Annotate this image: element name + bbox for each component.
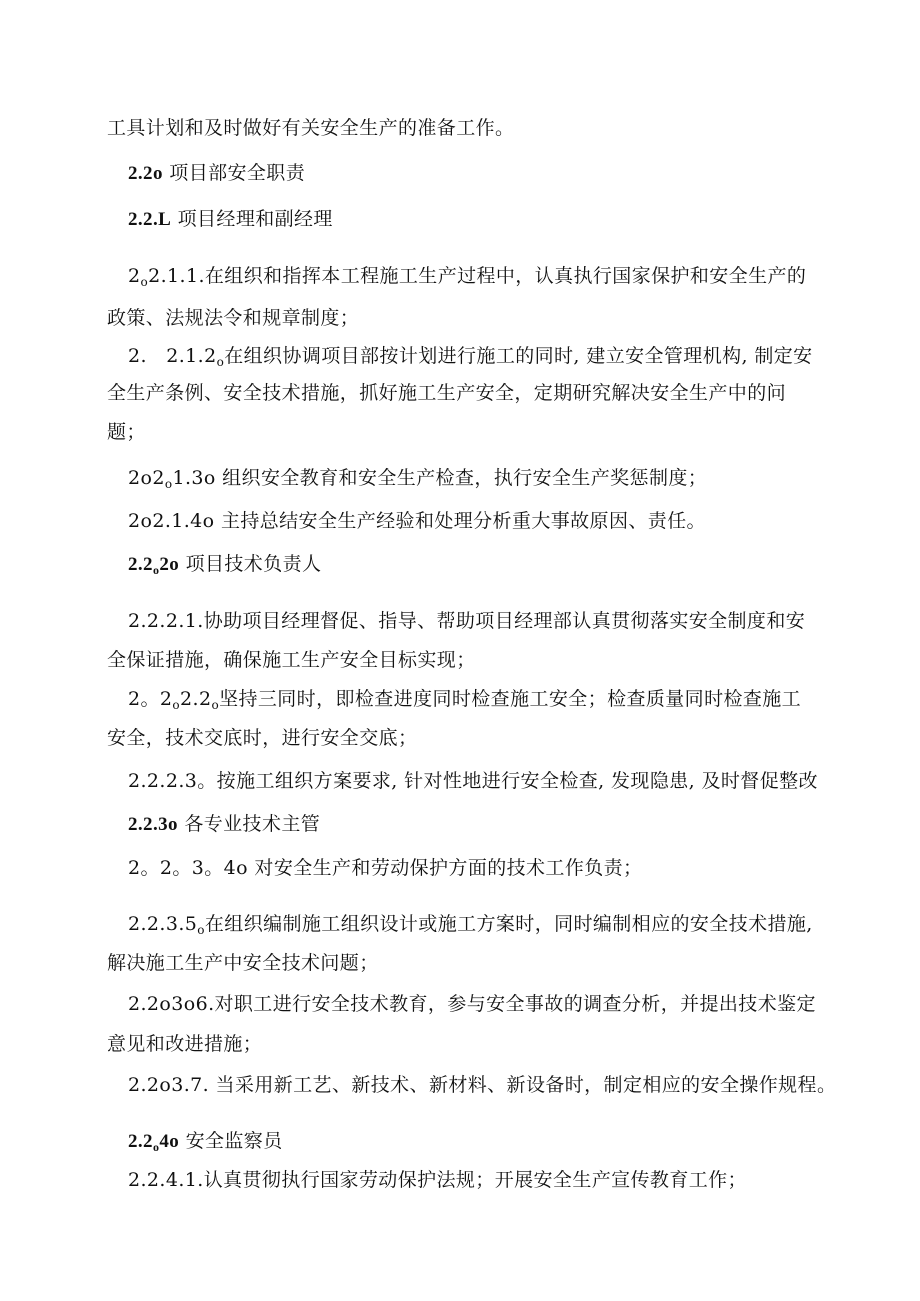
- paragraph-line: [107, 952, 379, 974]
- line-text: 解决施工生产中安全技术问题；: [107, 952, 379, 974]
- section-heading: [128, 162, 305, 185]
- paragraph-line: [107, 421, 146, 443]
- paragraph-line: [128, 510, 706, 532]
- line-text: 政策、法规法令和规章制度；: [107, 307, 360, 329]
- line-text: 2.2.2.1.协助项目经理督促、指导、帮助项目经理部认真贯彻落实安全制度和安: [128, 610, 806, 632]
- section-title: 项目技术负责人: [179, 553, 322, 575]
- paragraph-line: [107, 1033, 262, 1055]
- subscript-mark: o: [197, 923, 205, 937]
- paragraph-line: [128, 1074, 836, 1096]
- line-text: 2.1.1.在组织和指挥本工程施工生产过程中，认真执行国家保护和安全生产的: [148, 265, 807, 287]
- line-text: 安全，技术交底时，进行安全交底；: [107, 727, 418, 749]
- line-text: 1.3o 组织安全教育和安全生产检查，执行安全生产奖惩制度；: [172, 467, 708, 489]
- paragraph-line: [128, 345, 813, 373]
- section-title: 项目经理和副经理: [171, 208, 333, 230]
- line-text: 2.2o3o6.对职工进行安全技术教育，参与安全事故的调查分析，并提出技术鉴定: [128, 993, 816, 1015]
- line-text: 2o2.1.4o 主持总结安全生产经验和处理分析重大事故原因、责任。: [128, 510, 706, 532]
- line-text: 题；: [107, 421, 146, 443]
- section-number: 2.2: [128, 554, 153, 575]
- line-text: 在组织协调项目部按计划进行施工的同时, 建立安全管理机构, 制定安: [224, 345, 813, 367]
- section-heading: [128, 1130, 283, 1158]
- paragraph-line: [128, 770, 818, 792]
- subscript-mark: o: [172, 698, 181, 712]
- paragraph-line: [107, 117, 514, 139]
- section-title: 各专业技术主管: [177, 813, 321, 835]
- section-heading: [128, 208, 333, 231]
- paragraph-line: [128, 1169, 747, 1191]
- line-text: 2.2.4.1.认真贯彻执行国家劳动保护法规；开展安全生产宣传教育工作；: [128, 1169, 747, 1191]
- line-text: 2.2o3.7. 当采用新工艺、新技术、新材料、新设备时，制定相应的安全操作规程。: [128, 1074, 837, 1096]
- subscript-mark: o: [152, 563, 160, 577]
- paragraph-line: [128, 467, 707, 495]
- section-title: 安全监察员: [179, 1130, 283, 1152]
- line-text: 2.2.2.3。按施工组织方案要求, 针对性地进行安全检查, 发现隐患, 及时督促整改: [128, 770, 818, 792]
- clause-number-suffix: 2.2: [180, 688, 212, 710]
- clause-number: 2。2: [128, 688, 173, 710]
- paragraph-line: [107, 307, 359, 329]
- section-heading: [128, 813, 320, 836]
- line-text: 在组织编制施工组织设计或施工方案时，同时编制相应的安全技术措施,: [204, 913, 813, 935]
- section-number-suffix: 2o: [159, 554, 180, 575]
- line-text: 2。2。3。4o 对安全生产和劳动保护方面的技术工作负责；: [128, 857, 643, 879]
- section-number: 2.2.3o: [128, 814, 178, 835]
- clause-number: 2: [128, 265, 141, 287]
- paragraph-line: [107, 649, 476, 671]
- clause-number: 2. 2.1.2: [128, 345, 217, 367]
- paragraph-line: [128, 265, 806, 293]
- clause-number: 2.2.3.5: [128, 913, 198, 935]
- paragraph-line: [128, 610, 805, 632]
- subscript-mark: o: [140, 275, 149, 289]
- line-text: 全保证措施，确保施工生产安全目标实现；: [107, 649, 476, 671]
- paragraph-line: [128, 913, 813, 941]
- line-text: 意见和改进措施；: [107, 1033, 263, 1055]
- subscript-mark: o: [164, 477, 173, 491]
- paragraph-line: [107, 727, 417, 749]
- paragraph-line: [128, 993, 816, 1015]
- section-number: 2.2.L: [128, 209, 172, 230]
- subscript-mark: o: [211, 698, 220, 712]
- section-number-suffix: 4o: [159, 1131, 180, 1152]
- line-text: 全生产条例、安全技术措施，抓好施工生产安全，定期研究解决安全生产中的问: [107, 382, 787, 404]
- section-number: 2.2o: [128, 163, 163, 184]
- line-text: 工具计划和及时做好有关安全生产的准备工作。: [107, 117, 515, 139]
- clause-number: 2o2: [128, 467, 165, 489]
- section-heading: [128, 553, 321, 581]
- paragraph-line: [128, 857, 642, 879]
- section-title: 项目部安全职责: [162, 162, 306, 184]
- section-number: 2.2: [128, 1131, 153, 1152]
- paragraph-line: [128, 688, 801, 716]
- paragraph-line: [107, 382, 786, 404]
- subscript-mark: o: [152, 1140, 160, 1154]
- line-text: 坚持三同时，即检查进度同时检查施工安全；检查质量同时检查施工: [219, 688, 802, 710]
- subscript-mark: o: [216, 355, 225, 369]
